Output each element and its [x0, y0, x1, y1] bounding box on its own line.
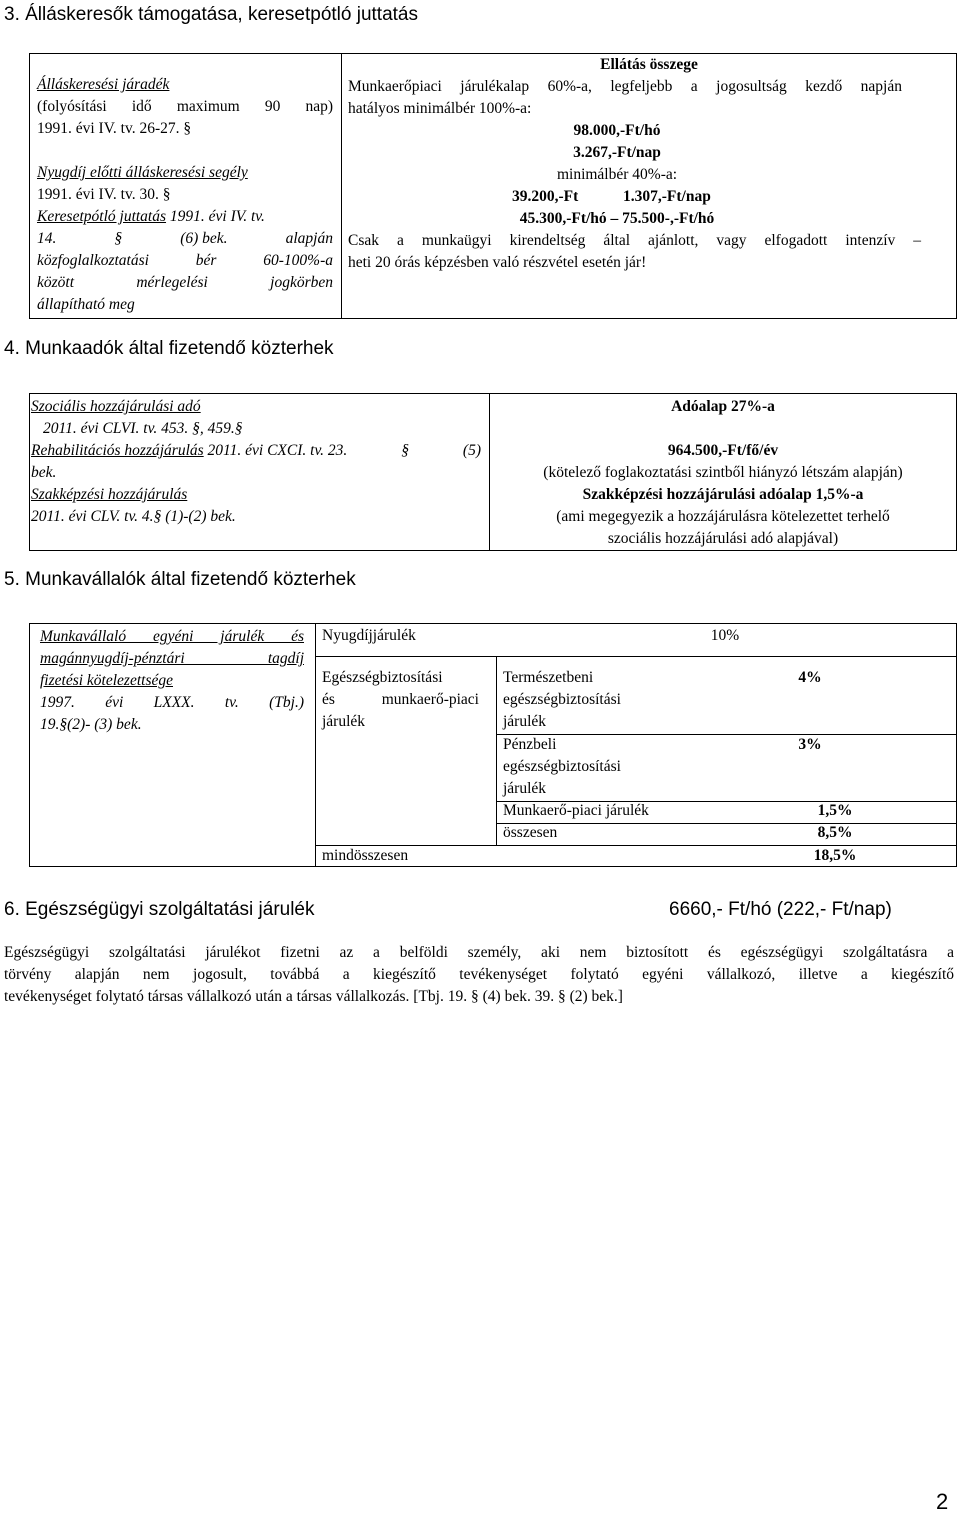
legal-ref-title: magánnyugdíj-pénztári tagdíj [40, 650, 304, 667]
legal-ref-title: Szakképzési hozzájárulás [31, 486, 188, 503]
contribution-label: járulék [503, 713, 547, 730]
legal-ref-line: 1991. évi IV. tv. 26-27. § [37, 120, 192, 137]
section-5-heading: 5. Munkavállalók által fizetendő közterhek [4, 569, 356, 590]
legal-ref-line: 2011. évi CLVI. tv. 453. §, 459.§ [43, 420, 243, 437]
section-6-heading: 6. Egészségügyi szolgáltatási járulék [4, 899, 315, 920]
contribution-label: Egészségbiztosítási [322, 669, 443, 686]
section-sign-icon: § [234, 420, 243, 437]
column-header: Ellátás összege [600, 56, 698, 73]
legal-ref-line: között mérlegelési jogkörben [37, 274, 333, 291]
tax-amount: 964.500,-Ft/fő/év [667, 442, 779, 459]
benefit-text: Munkaerőpiaci járulékalap 60%-a, legfeljebb a jogosultság kezdő napján [348, 78, 902, 95]
legal-ref-title: Nyugdíj előtti álláskeresési segély [37, 164, 248, 181]
legal-ref-title: Keresetpótló juttatás 1991. évi IV. tv. [37, 208, 265, 225]
tax-note: (ami megegyezik a hozzájárulásra kötelezettet terhelő [556, 508, 890, 525]
benefit-text: minimálbér 40%-a: [556, 166, 678, 183]
section-6-amount: 6660,- Ft/hó (222,- Ft/nap) [669, 899, 892, 920]
contribution-label: mindösszesen [322, 847, 409, 864]
section-sign-icon: § [153, 508, 162, 525]
legal-ref-line: 19.§(2)- (3) bek. [40, 716, 142, 733]
section-sign-icon: § [59, 716, 68, 733]
contribution-label: Természetbeni [503, 669, 594, 686]
section-sign-icon: § [192, 420, 200, 437]
contribution-value: 1,5% [817, 802, 853, 819]
section-sign-icon: § [471, 988, 479, 1005]
paragraph-line: törvény alapján nem jogosult, továbbá a kiegészítő tevékenységet folytató egyéni vállalkozó, illetve a kiegészítő [4, 966, 954, 983]
paragraph-line: Egészségügyi szolgáltatási járulékot fizetni az a belföldi személy, aki nem biztosított és egészségügyi szolgáltatásra a [4, 944, 954, 961]
benefit-amount: 39.200,-Ft [512, 188, 579, 205]
benefit-amount: 3.267,-Ft/nap [573, 144, 661, 161]
paragraph-line: tevékenységet folytató társas vállalkozó után a társas vállalkozás. [Tbj. 19. § (4) bek. 39. § (2) bek.] [4, 988, 623, 1005]
legal-ref-line: 1997. évi LXXX. tv. (Tbj.) [40, 694, 304, 711]
column-divider [496, 656, 497, 845]
section-4-heading: 4. Munkaadók által fizetendő közterhek [4, 338, 334, 359]
contribution-label: járulék [503, 780, 547, 797]
benefit-amount: 45.300,-Ft/hó – 75.500-,-Ft/hó [519, 210, 715, 227]
column-divider [341, 53, 342, 319]
section-sign-icon: § [183, 120, 192, 137]
tax-rate: Adóalap 27%-a [671, 398, 775, 415]
contribution-label: összesen [503, 824, 558, 841]
legal-ref-line: 2011. évi CLV. tv. 4.§ (1)-(2) bek. [31, 508, 236, 525]
contribution-label: egészségbiztosítási [503, 758, 621, 775]
legal-ref-title: Álláskeresési járadék [37, 76, 170, 93]
contribution-label: és munkaerő-piaci [322, 691, 479, 708]
row-divider [496, 734, 957, 735]
contribution-value: 10% [710, 627, 740, 644]
benefit-text: heti 20 órás képzésben való részvétel esetén jár! [348, 254, 647, 271]
legal-ref-title: Szociális hozzájárulási adó [31, 398, 201, 415]
column-divider [315, 623, 316, 867]
legal-ref-line: Rehabilitációs hozzájárulás 2011. évi CXCI. tv. 23. § (5) [31, 440, 481, 462]
legal-ref-line: (folyósítási idő maximum 90 nap) [37, 98, 333, 115]
legal-ref-line: bek. [31, 464, 57, 481]
row-divider [496, 823, 957, 824]
tax-note: szociális hozzájárulási adó alapjával) [607, 530, 839, 547]
benefit-text: Csak a munkaügyi kirendeltség által ajánlott, vagy elfogadott intenzív – [348, 232, 921, 249]
legal-ref-title: Munkavállaló egyéni járulék és [40, 628, 304, 645]
legal-ref-line: 1991. évi IV. tv. 30. § [37, 186, 171, 203]
contribution-label: Munkaerő-piaci járulék [503, 802, 649, 819]
contribution-label: járulék [322, 713, 366, 730]
section-sign-icon: § [557, 988, 566, 1005]
contribution-label: Nyugdíjjárulék [322, 627, 416, 644]
contribution-value: 3% [798, 736, 822, 753]
benefit-text: hatályos minimálbér 100%-a: [348, 100, 532, 117]
tax-rate: Szakképzési hozzájárulási adóalap 1,5%-a [582, 486, 864, 503]
section-3-heading: 3. Álláskeresők támogatása, keresetpótló juttatás [4, 4, 419, 25]
row-divider [315, 656, 957, 657]
contribution-label: Pénzbeli [503, 736, 557, 753]
legal-ref-line: közfoglalkoztatási bér 60-100%-a [37, 252, 333, 269]
benefit-amount: 98.000,-Ft/hó [573, 122, 661, 139]
page-number: 2 [936, 1489, 949, 1514]
legal-ref-line: 14. § (6) bek. alapján [37, 228, 333, 250]
section-sign-icon: § [162, 186, 171, 203]
section-sign-icon: § [114, 230, 123, 247]
benefit-amount: 1.307,-Ft/nap [623, 188, 711, 205]
contribution-value: 18,5% [813, 847, 857, 864]
legal-ref-title: fizetési kötelezettsége [40, 672, 173, 689]
contribution-value: 8,5% [817, 824, 853, 841]
legal-ref-line: állapítható meg [37, 296, 135, 313]
tax-note: (kötelező foglakoztatási szintből hiányzó létszám alapján) [543, 464, 903, 481]
contribution-value: 4% [798, 669, 822, 686]
section-sign-icon: § [401, 442, 409, 459]
contribution-label: egészségbiztosítási [503, 691, 621, 708]
